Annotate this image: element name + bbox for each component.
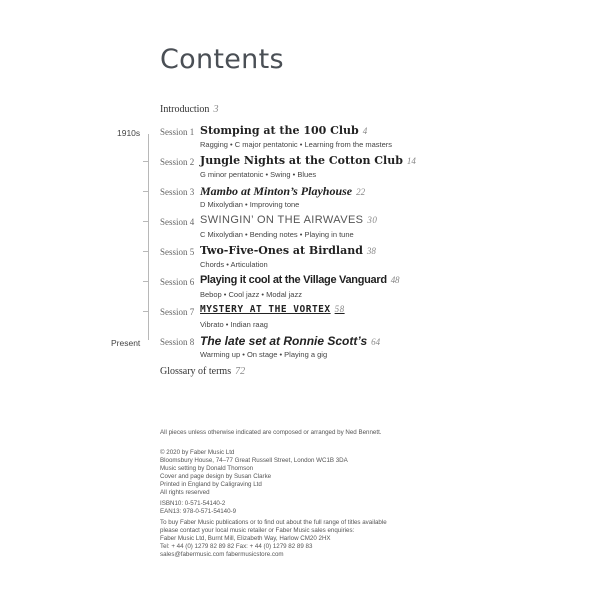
session-label: Session 8 [160,337,195,347]
timeline-tick [143,221,148,222]
contact-info: To buy Faber Music publications or to find out about the full range of titles available please contact your local music retailer or Faber Music sales enquiries: Faber Music Ltd, Burnt Mill, Elizabeth Way, Harlow CM20 2HX Tel: + 44 (0) 1279 82 89 82 Fax: + 44 (0) 1279 82 89 83 sales@fabermusic.com fabermusicstore.com [160,519,387,558]
session-title: Two-Five-Ones at Birdland 38 [200,244,376,257]
session-label: Session 1 [160,127,195,137]
session-label: Session 6 [160,277,195,287]
session-page: 38 [366,246,376,256]
session-topics: D Mixolydian • Improving tone [200,200,300,209]
glossary-page: 72 [235,366,246,377]
timeline-tick [143,191,148,192]
page-title: Contents [160,44,284,75]
introduction-page: 3 [213,104,219,115]
glossary-entry [160,366,245,377]
session-page: 48 [390,275,400,285]
session-title: Mambo at Minton’s Playhouse 22 [200,184,366,198]
session-label: Session 5 [160,247,195,257]
isbn-info: ISBN10: 0-571-54140-2 EAN13: 978-0-571-54140-9 [160,500,237,515]
session-title: Stomping at the 100 Club 4 [200,124,368,137]
session-label: Session 2 [160,157,195,167]
session-topics: Ragging • C major pentatonic • Learning from the masters [200,140,393,149]
session-title: SWINGIN’ ON THE AIRWAVES 30 [200,214,378,226]
session-label: Session 3 [160,187,195,197]
timeline-line [148,134,149,340]
session-page: 64 [371,337,381,347]
session-topics: Chords • Articulation [200,260,268,269]
introduction-label: Introduction [160,104,210,115]
glossary-label: Glossary of terms [160,366,232,377]
session-topics: G minor pentatonic • Swing • Blues [200,170,317,179]
introduction-entry [160,104,218,115]
session-title: The late set at Ronnie Scott’s 64 [200,334,381,348]
session-label: Session 7 [160,307,195,317]
session-label: Session 4 [160,217,195,227]
timeline-tick [143,281,148,282]
era-start-label: 1910s [117,128,141,138]
session-page: 22 [356,187,366,197]
session-page: 58 [334,304,345,314]
session-topics: Vibrato • Indian raag [200,320,268,329]
credits-note: All pieces unless otherwise indicated are composed or arranged by Ned Bennett. [160,429,382,436]
session-page: 4 [362,126,368,136]
session-title: Jungle Nights at the Cotton Club 14 [200,154,416,167]
session-title: Playing it cool at the Village Vanguard 48 [200,274,400,286]
timeline-tick [143,161,148,162]
session-topics: Warming up • On stage • Playing a gig [200,350,328,359]
timeline-tick [143,251,148,252]
era-end-label: Present [111,338,141,348]
session-topics: Bebop • Cool jazz • Modal jazz [200,290,302,299]
session-title: MYSTERY AT THE VORTEX 58 [200,304,345,315]
session-topics: C Mixolydian • Bending notes • Playing in tune [200,230,354,239]
session-page: 14 [406,156,416,166]
publisher-info: © 2020 by Faber Music Ltd Bloomsbury House, 74–77 Great Russell Street, London WC1B 3DA Music setting by Donald Thomson Cover and page design by Susan Clarke Printed in England by Caligraving Ltd All rights reserved [160,449,348,496]
timeline-tick [143,311,148,312]
session-page: 30 [367,215,378,225]
